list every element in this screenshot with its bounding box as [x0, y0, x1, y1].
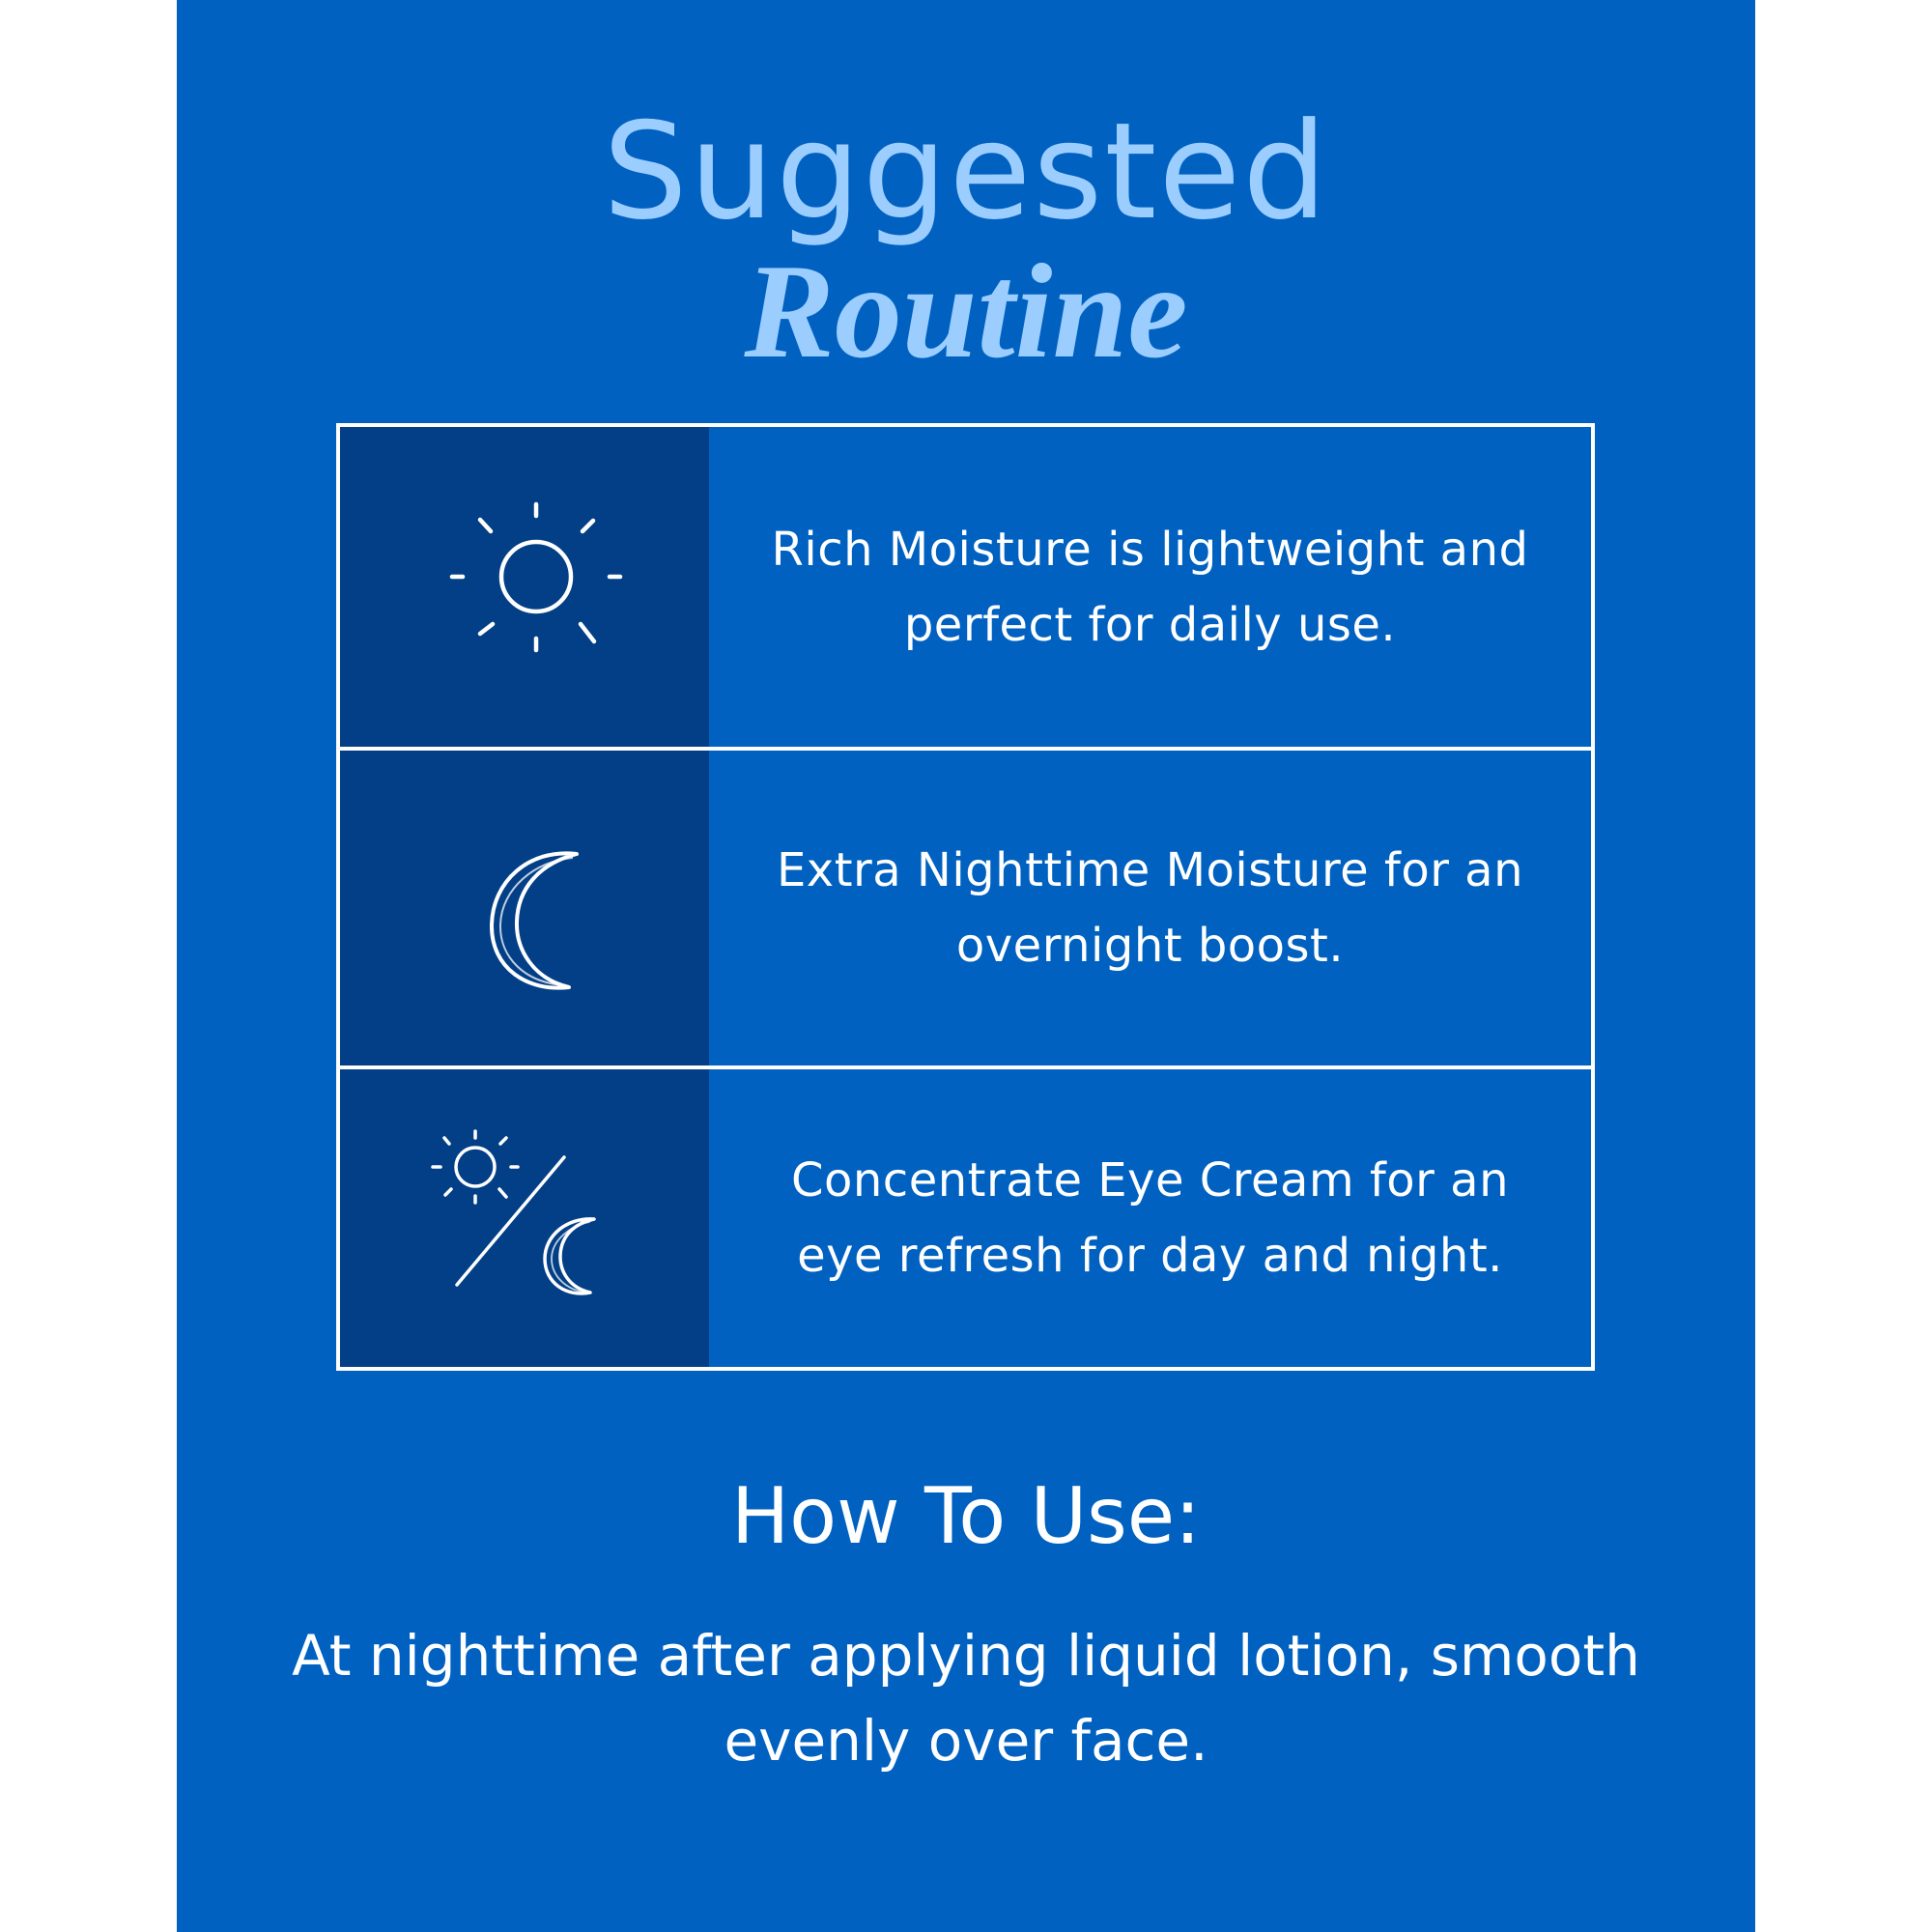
icon-cell — [340, 427, 709, 747]
routine-text-night — [709, 751, 1591, 1065]
routine-row-day-night — [340, 1069, 1591, 1367]
routine-text-night-label: Extra Nighttime Moisture for an overnight boost. — [776, 843, 1524, 973]
heading-suggested: Suggested — [603, 94, 1329, 249]
routine-text-day-night-label: Concentrate Eye Cream for an eye refresh for day and night. — [791, 1153, 1509, 1283]
how-to-use-title: How To Use: — [730, 1471, 1201, 1561]
icon-cell — [340, 751, 709, 1065]
routine-row-day — [340, 427, 1591, 751]
moon-icon — [340, 751, 709, 1065]
routine-table — [336, 423, 1595, 1371]
routine-text-day — [709, 427, 1591, 747]
routine-row-night — [340, 751, 1591, 1069]
routine-text-day-night — [709, 1069, 1591, 1367]
sun-icon — [340, 427, 709, 747]
how-to-use-body: At nighttime after applying liquid lotion, smooth evenly over face. — [292, 1623, 1640, 1774]
icon-cell — [340, 1069, 709, 1367]
routine-panel — [177, 0, 1755, 1932]
heading-routine: Routine — [744, 237, 1188, 386]
sun-slash-moon-icon — [340, 1069, 709, 1367]
routine-text-day-label: Rich Moisture is lightweight and perfect for daily use. — [771, 522, 1529, 652]
